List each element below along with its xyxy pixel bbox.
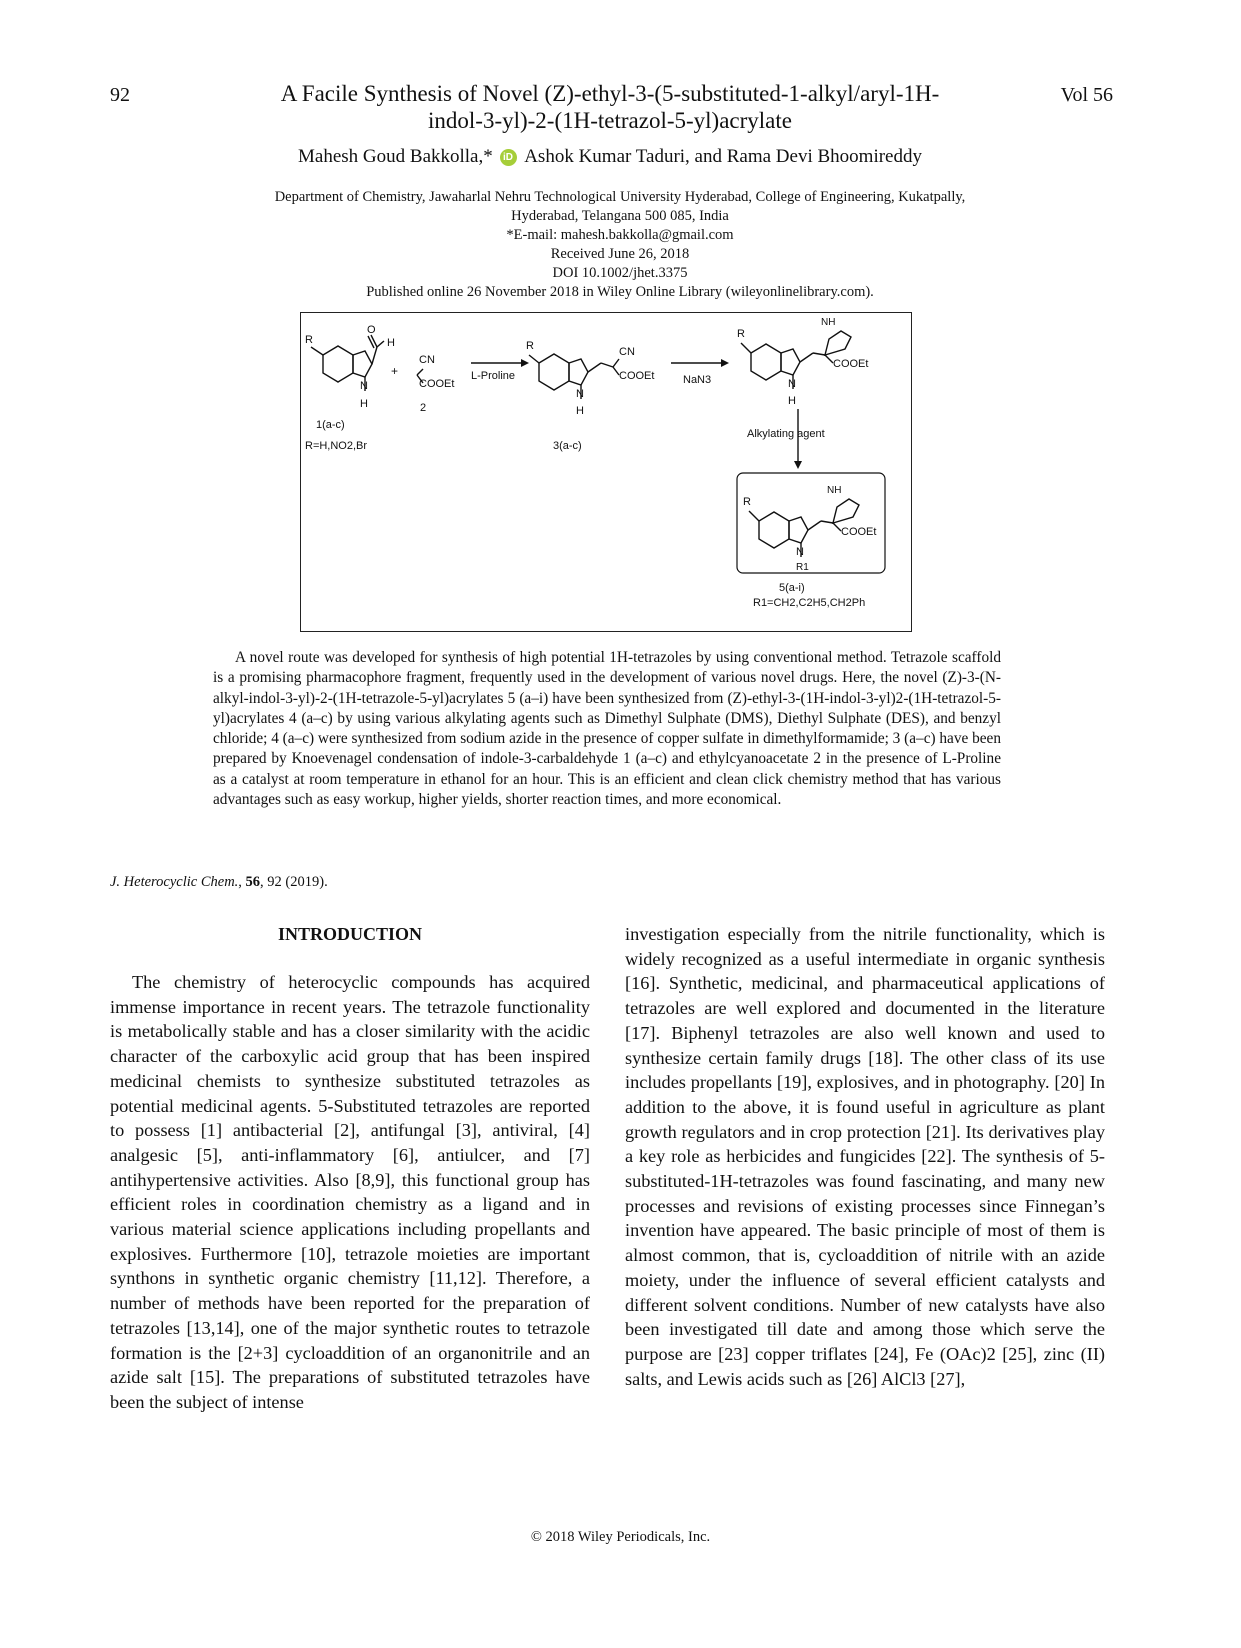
abstract: A novel route was developed for synthesis of high potential 1H-tetrazoles by using conventional method. Tetrazole scaffold is a promising pharmacophore fragment, frequently used in the development of various novel drugs. Here, the novel (Z)-3-(N-alkyl-indol-3-yl)-2-(1H-tetrazole-5-yl)acrylates 5 (a–i) have been synthesized from (Z)-ethyl-3-(1H-indol-3-yl)2-(1H-tetrazol-5-yl)acrylates 4 (a–c) by using various alkylating agents such as Dimethyl Sulphate (DMS), Diethyl Sulphate (DES), and benzyl chloride; 4 (a–c) were synthesized from sodium azide in the presence of copper sulfate in dimethylformamide; 3 (a–c) have been prepared by Knoevenagel condensation of indole-3-carbaldehyde 1 (a–c) and ethylcyanoacetate 2 in the presence of L-Proline as a catalyst at room temperature in ethanol for an hour. This is an efficient and clean click chemistry method that has various advantages such as easy workup, higher yields, shorter reaction times, and more economical. (213, 649, 1001, 809)
reaction-scheme-drawing (301, 313, 913, 633)
r-label-4: R (737, 328, 745, 340)
author-list (230, 146, 990, 168)
n-alkyl-product-structure (743, 485, 876, 573)
r1-definition: R1=CH2,C2H5,CH2Ph (753, 597, 866, 609)
cooet-label-4: COOEt (833, 358, 869, 370)
journal-name: J. Heterocyclic Chem. (110, 874, 239, 890)
page-number: 92 (110, 84, 130, 106)
nh-h-label-3: H (576, 405, 584, 417)
aldehyde-h-label: H (387, 337, 395, 349)
cooet-label-5: COOEt (841, 526, 877, 538)
right-column (625, 922, 1105, 1391)
compound-3-label: 3(a-c) (553, 440, 582, 452)
doi: DOI 10.1002/jhet.3375 (552, 265, 688, 281)
cooet-label-2: COOEt (419, 378, 455, 390)
reagent-l-proline: L-Proline (471, 370, 516, 382)
journal-volume: 56 (245, 874, 261, 890)
affiliation-line-2: Hyderabad, Telangana 500 085, India (511, 208, 729, 224)
cooet-label-3: COOEt (619, 370, 655, 382)
title-line-1: A Facile Synthesis of Novel (Z)-ethyl-3-(5-substituted-1-alkyl/aryl-1H- (280, 81, 940, 106)
knoevenagel-product-structure (526, 340, 654, 417)
first-author: Mahesh Goud Bakkolla,* (298, 146, 493, 167)
journal-pages: , 92 (2019). (260, 874, 328, 890)
received-date: Received June 26, 2018 (550, 246, 690, 262)
nh-h-label-4: H (788, 395, 796, 407)
introduction-heading: INTRODUCTION (277, 924, 423, 944)
reagent-alkylating-agent: Alkylating agent (747, 428, 825, 440)
affiliation-line-1: Department of Chemistry, Jawaharlal Nehru Technological University Hyderabad, College of Engineering, Kukatpally, (274, 189, 966, 205)
introduction-paragraph-right: investigation especially from the nitrile functionality, which is widely recognized as a useful intermediate in organic synthesis [16]. Synthetic, medicinal, and pharmaceutical applications of tetrazoles are well explored and documented in the literature [17]. Biphenyl tetrazoles are also well known and used to synthesize certain family drugs [18]. The other class of its use includes propellants [19], explosives, and in photography. [20] In addition to the above, it is found useful in agriculture as plant growth regulators and in crop protection [21]. Its derivatives play a key role as herbicides and fungicides [22]. The synthesis of 5-substituted-1H-tetrazoles was found fascinating, and many new processes and revisions of existing processes since Finnegan’s invention have appeared. The basic principle of most of them is almost common, that is, cycloaddition of nitrile with an azide moiety, under the influence of several efficient catalysts and different solvent conditions. Number of new catalysts have also been investigated till date and among those which serve the purpose are [23] copper triflates [24], Fe (OAc)2 [25], zinc (II) salts, and Lewis acids such as [26] AlCl3 [27], (625, 924, 1105, 1389)
arrow-2-head (721, 359, 729, 367)
affiliation-block (170, 188, 1070, 302)
tetrazole-acrylate-structure (737, 317, 868, 407)
nh-h-label-1: H (360, 398, 368, 410)
email: *E-mail: mahesh.bakkolla@gmail.com (506, 227, 734, 243)
journal-citation: J. Heterocyclic Chem., 56, 92 (2019). (110, 874, 328, 890)
r-definition: R=H,NO2,Br (305, 440, 368, 452)
ethyl-cyanoacetate-structure (417, 354, 454, 390)
orcid-icon[interactable]: iD (500, 149, 517, 166)
volume-label: Vol 56 (1060, 84, 1113, 106)
nitrogen-label-3: N (576, 388, 584, 400)
arrow-3-head (794, 461, 802, 469)
compound-2-label: 2 (420, 402, 427, 414)
reagent-sodium-azide: NaN3 (683, 374, 712, 386)
cn-label-2: CN (419, 354, 435, 366)
plus-sign: + (391, 364, 399, 378)
nitrogen-label-1: N (360, 380, 368, 392)
compound-1-label: 1(a-c) (316, 419, 345, 431)
article-title (230, 80, 990, 134)
nitrogen-label-4: N (788, 378, 796, 390)
r-label-1: R (305, 334, 313, 346)
published-online: Published online 26 November 2018 in Wiley Online Library (wileyonlinelibrary.com). (366, 284, 874, 300)
oxygen-label: O (367, 324, 376, 336)
other-authors: Ashok Kumar Taduri, and Rama Devi Bhoomireddy (524, 146, 922, 167)
reaction-scheme (300, 312, 912, 632)
r-label-5: R (743, 496, 751, 508)
nitrogen-label-5: N (796, 546, 804, 558)
left-column (110, 922, 590, 1415)
r-label-3: R (526, 340, 534, 352)
introduction-paragraph-left: The chemistry of heterocyclic compounds has acquired immense importance in recent years. The tetrazole functionality is metabolically stable and has a closer similarity with the acidic character of the carboxylic acid group that has been inspired medicinal chemists to synthesize substituted tetrazoles as potential medicinal agents. 5-Substituted tetrazoles are reported to possess [1] antibacterial [2], antifungal [3], antiviral, [4] analgesic [5], anti-inflammatory [6], antiulcer, and [7] antihypertensive activities. Also [8,9], this functional group has efficient roles in coordination chemistry as a ligand and in various material science applications including propellants and explosives. Furthermore [10], tetrazole moieties are important synthons in synthetic organic chemistry [11,12]. Therefore, a number of methods have been reported for the preparation of tetrazoles [13,14], one of the major synthetic routes to tetrazole formation is the [2+3] cycloaddition of an organonitrile and an azide salt [15]. The preparations of substituted tetrazoles have been the subject of intense (110, 972, 590, 1412)
copyright-footer: © 2018 Wiley Periodicals, Inc. (530, 1529, 711, 1545)
r1-label: R1 (796, 562, 809, 573)
arrow-1-head (521, 359, 529, 367)
title-line-2: indol-3-yl)-2-(1H-tetrazol-5-yl)acrylate (428, 108, 792, 133)
indole-aldehyde-structure (305, 324, 395, 410)
tetrazole-nh-label: NH (821, 317, 836, 328)
tetrazole-nh-label-5: NH (827, 485, 842, 496)
cn-label-3: CN (619, 346, 635, 358)
compound-5-label: 5(a-i) (779, 582, 805, 594)
